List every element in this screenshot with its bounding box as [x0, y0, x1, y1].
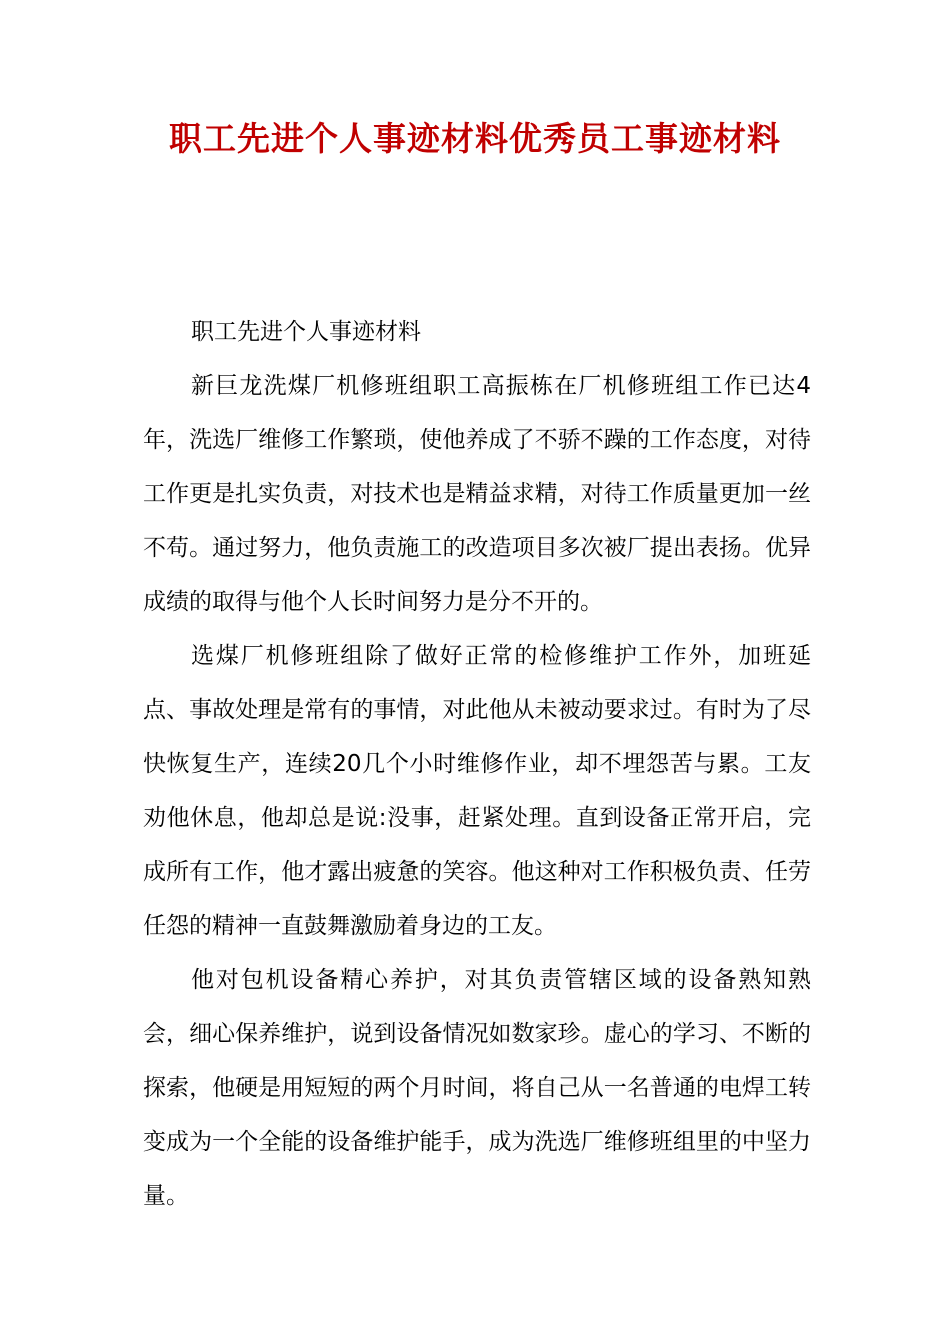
paragraph: 新巨龙洗煤厂机修班组职工高振栋在厂机修班组工作已达4年，洗选厂维修工作繁琐，使他养成了不骄不躁的工作态度，对待工作更是扎实负责，对技术也是精益求精，对待工作质量更加一丝不苟。通过努力，他负责施工的改造项目多次被厂提出表扬。优异成绩的取得与他个人长时间努力是分不开的。 — [143, 373, 811, 615]
document-body — [143, 305, 811, 1223]
paragraph: 选煤厂机修班组除了做好正常的检修维护工作外，加班延点、事故处理是常有的事情，对此他从未被动要求过。有时为了尽快恢复生产，连续20几个小时维修作业，却不埋怨苦与累。工友劝他休息，他却总是说:没事，赶紧处理。直到设备正常开启，完成所有工作，他才露出疲惫的笑容。他这种对工作积极负责、任劳任怨的精神一直鼓舞激励着身边的工友。 — [143, 643, 811, 939]
paragraph: 他对包机设备精心养护，对其负责管辖区域的设备熟知熟会，细心保养维护，说到设备情况如数家珍。虚心的学习、不断的探索，他硬是用短短的两个月时间，将自己从一名普通的电焊工转变成为一个全能的设备维护能手，成为洗选厂维修班组里的中坚力量。 — [143, 967, 811, 1209]
document-title: 职工先进个人事迹材料优秀员工事迹材料 — [169, 119, 781, 158]
paragraph-subtitle: 职工先进个人事迹材料 — [191, 319, 421, 345]
